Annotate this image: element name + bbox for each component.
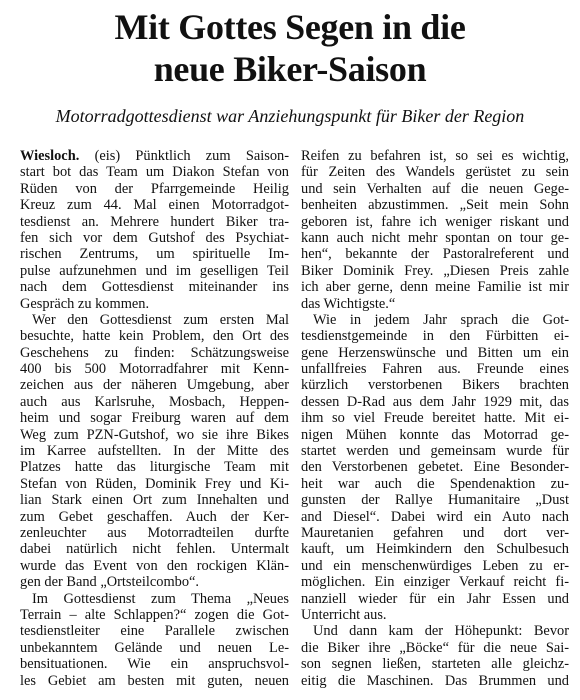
body-line: Reifen zu befahren ist, so sei es wichtig, xyxy=(301,148,569,164)
body-line: möglichen. Ein einziger Verkauf reicht fi- xyxy=(301,574,569,591)
body-line: kauft, um Heimkindern den Schulbesuch xyxy=(301,541,569,558)
body-line: gen der Band „Ortsteilcombo“. xyxy=(20,574,200,591)
body-line: fen sich vor dem Gutshof des Psychiat- xyxy=(20,229,289,246)
body-line: Biker Dominik Frey. „Diesen Preis zahle xyxy=(301,262,569,279)
headline xyxy=(20,6,560,90)
body-line: besuchte, hatte kein Problem, den Ort des xyxy=(20,328,289,345)
body-line: benheiten abzustimmen. „Seit mein Sohn xyxy=(301,197,569,214)
body-line: kürzlich verstorbenen Bikers brachten xyxy=(301,377,569,394)
body-line: gunsten der Rallye Humanitaire „Dust xyxy=(301,492,569,509)
body-line: Mauretanien gefahren und dort ver- xyxy=(301,524,569,541)
subheadline: Motorradgottesdienst war Anziehungspunkt für Biker der Region xyxy=(55,106,525,126)
body-line: und ein menschenwürdiges Leben zu er- xyxy=(301,557,569,574)
body-line: Gespräch zu kommen. xyxy=(20,295,150,312)
body-line: bensituationen. Wie ein anspruchsvol- xyxy=(20,656,289,673)
body-line: rischen Zentrums, um spirituelle Im- xyxy=(20,246,289,263)
body-line: geboren ist, fahre ich weniger riskant und xyxy=(301,213,569,230)
body-line: zum Gebet geschaffen. Auch der Ker- xyxy=(20,508,289,525)
body-line xyxy=(20,148,289,164)
body-line: ihm so viel Freude bereitet hatte. Mit ei- xyxy=(301,410,569,427)
body-line: unfallfreies Fahren aus. Freunde eines xyxy=(301,361,569,378)
body-line-text: (eis) Pünktlich zum Saison- xyxy=(79,148,289,164)
body-line: Kreuz zum 44. Mal einen Motorradgot- xyxy=(20,197,289,214)
body-line: unbekanntem Gelände und neuen Le- xyxy=(20,639,289,656)
body-line: auch aus Karlsruhe, Mosbach, Heppen- xyxy=(20,393,289,410)
body-line: startet werden und gemeinsam wurde für xyxy=(301,443,569,460)
body-line: ich aber gerne, denn meine Familie ist mir xyxy=(301,279,569,296)
body-line: nanziell wieder für ein Jahr Essen und xyxy=(301,590,569,607)
body-line: nigen Mühen konnte das Motorrad ge- xyxy=(301,426,569,443)
body-line: Platzes hatte das liturgische Team mit xyxy=(20,459,289,476)
body-line: and Diesel“. Dabei wird ein Auto nach xyxy=(301,508,569,525)
body-line: Weg zum PZN-Gutshof, wo sie ihre Bikes xyxy=(20,426,289,443)
body-line: und sein Verhalten auf die neuen Gege- xyxy=(301,180,569,197)
body-line: heit war auch die Spendenaktion zu- xyxy=(301,475,569,492)
body-line: dabei natürlich nicht fehlen. Untermalt xyxy=(20,541,289,558)
body-line: tesdienst an. Mehrere hundert Biker tra- xyxy=(20,213,289,230)
left-column xyxy=(20,148,289,689)
body-line: für Zeiten des Wandels gerüstet zu sein xyxy=(301,164,569,181)
body-line: wurde das Event von den rockigen Klän- xyxy=(20,557,289,574)
body-line: eitig die Maschinen. Das Brummen und xyxy=(301,672,569,689)
body-line: pulse aufzunehmen und im geselligen Teil xyxy=(20,262,289,279)
body-line: zeichen aus der näheren Umgebung, aber xyxy=(20,377,289,394)
body-line: tesdienstleiter eine Parallele zwischen xyxy=(20,623,289,640)
headline-line-2: neue Biker-Saison xyxy=(153,49,427,89)
body-line: Rüden von der Pfarrgemeinde Heilig xyxy=(20,180,289,197)
body-line: les Gebiet am besten mit guten, neuen xyxy=(20,672,289,689)
body-line: Terrain – alte Schlappen?“ zogen die Got- xyxy=(20,606,289,623)
body-line: hen“, bekannte der Pastoralreferent und xyxy=(301,246,569,263)
body-line: start bot das Team um Diakon Stefan von xyxy=(20,164,289,181)
body-line: lian Stark einen Ort zum Innehalten und xyxy=(20,492,289,509)
body-line: Im Gottesdienst zum Thema „Neues xyxy=(32,590,289,607)
body-line: zenleuchter aus Motorradteilen durfte xyxy=(20,524,289,541)
body-line: Unterricht aus. xyxy=(301,606,387,623)
body-line: nach dem Gottesdienst miteinander ins xyxy=(20,279,289,296)
body-line: 400 bis 500 Motorradfahrer mit Kenn- xyxy=(20,361,289,378)
body-line: Und dann kam der Höhepunkt: Bevor xyxy=(313,623,569,640)
body-line: kann auch nicht mehr spontan on tour ge- xyxy=(301,229,569,246)
right-column xyxy=(301,148,569,689)
body-line: Geschehens zu finden: Schätzungsweise xyxy=(20,344,289,361)
body-line: Wer den Gottesdienst zum ersten Mal xyxy=(32,311,289,328)
body-line: das Wichtigste.“ xyxy=(301,295,396,312)
body-line: Wie in jedem Jahr sprach die Got- xyxy=(313,311,569,328)
body-line: im Karree aufstellten. In der Mitte des xyxy=(20,443,289,460)
headline-line-1: Mit Gottes Segen in die xyxy=(114,7,466,47)
body-line: heim und sogar Freiburg waren auf dem xyxy=(20,410,289,427)
body-line: dessen D-Rad aus dem Jahr 1929 mit, das xyxy=(301,393,569,410)
body-line: den Verstorbenen gebetet. Eine Besonder- xyxy=(301,459,569,476)
body-line: die Biker ihre „Böcke“ für die neue Sai- xyxy=(301,639,569,656)
dateline: Wiesloch. xyxy=(20,148,80,164)
body-line: tesdienstgemeinde in den Fürbitten ei- xyxy=(301,328,569,345)
body-line: son segnen ließen, starteten alle gleichz- xyxy=(301,656,569,673)
body-line: gene Herzenswünsche und Bitten um ein xyxy=(301,344,569,361)
body-line: Stefan von Rüden, Dominik Frey und Ki- xyxy=(20,475,289,492)
